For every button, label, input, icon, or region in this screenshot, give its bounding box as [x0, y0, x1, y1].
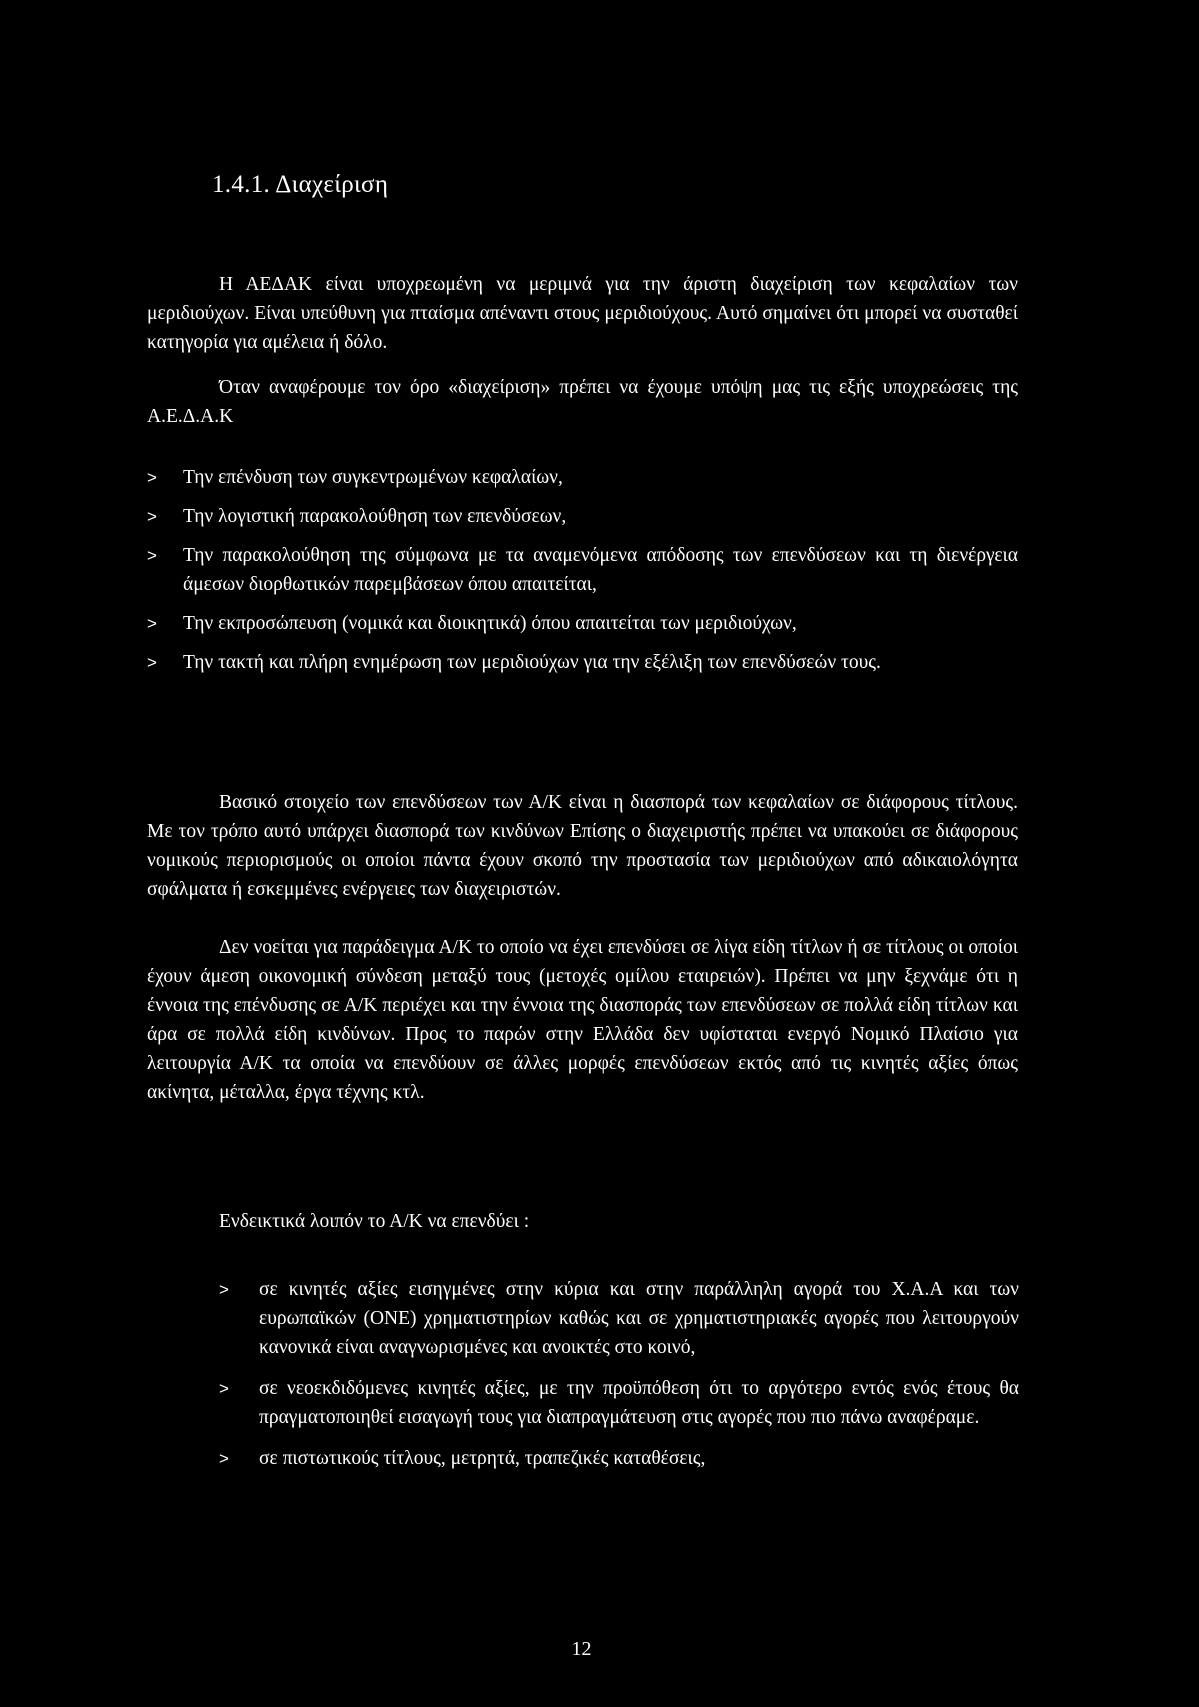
list-item — [147, 463, 1018, 492]
list-item-text: σε κινητές αξίες εισηγμένες στην κύρια και στην παράλληλη αγορά του Χ.Α.Α και των ευρωπαϊκών (ΟΝΕ) χρηματιστηρίων καθώς και σε χρηματιστηριακές αγορές που λειτουργούν κανονικά είναι αναγνωρισμένες και ανοικτές στο κοινό, — [259, 1279, 1019, 1358]
investments-list — [219, 1275, 1019, 1485]
list-item — [219, 1275, 1019, 1362]
page-number — [0, 1637, 1199, 1661]
list-item — [147, 609, 1018, 638]
bullet-marker: > — [219, 1449, 229, 1468]
list-item-text: Την τακτή και πλήρη ενημέρωση των μεριδιούχων για την εξέλιξη των επενδύσεών τους. — [183, 652, 881, 673]
list-item-text: Την εκπροσώπευση (νομικά και διοικητικά) όπου απαιτείται των μεριδιούχων, — [183, 613, 797, 634]
page-number-text: 12 — [571, 1638, 592, 1660]
list-item — [147, 541, 1018, 599]
list-item-text: Την επένδυση των συγκεντρωμένων κεφαλαίων, — [183, 467, 563, 488]
paragraph-example: Δεν νοείται για παράδειγμα Α/Κ το οποίο να έχει επενδύσει σε λίγα είδη τίτλων ή σε τίτλους οι οποίοι έχουν άμεση οικονομική σύνδεση μεταξύ τους (μετοχές ομίλου εταιρειών). Πρέπει να μην ξεχνάμε ότι η έννοια της επένδυσης σε Α/Κ περιέχει και την έννοια της διασποράς των επενδύσεων σε πολλά είδη τίτλων και άρα σε πολλά είδη κινδύνων. Προς το παρών στην Ελλάδα δεν υφίσταται ενεργό Νομικό Πλαίσιο για λειτουργία Α/Κ τα οποία να επενδύουν σε άλλες μορφές επενδύσεων εκτός από τις κινητές αξίες όπως ακίνητα, μέταλλα, έργα τέχνης κτλ. — [147, 937, 1018, 1103]
obligations-list — [147, 463, 1018, 687]
investments-intro: Ενδεικτικά λοιπόν το Α/Κ να επενδύει : — [219, 1211, 530, 1232]
bullet-marker: > — [147, 653, 157, 672]
bullet-marker: > — [219, 1280, 229, 1299]
bullet-marker: > — [147, 614, 157, 633]
list-item-text: Την λογιστική παρακολούθηση των επενδύσεων, — [183, 506, 567, 527]
bullet-marker: > — [147, 468, 157, 487]
bullet-marker: > — [219, 1379, 229, 1398]
paragraph-obligations-intro: Όταν αναφέρουμε τον όρο «διαχείριση» πρέπει να έχουμε υπόψη μας τις εξής υποχρεώσεις της Α.Ε.Δ.Α.Κ — [147, 377, 1018, 427]
section-heading: 1.4.1. Διαχείριση — [212, 171, 389, 198]
list-item — [147, 648, 1018, 677]
paragraph-management-duty: Η ΑΕΔΑΚ είναι υποχρεωμένη να μεριμνά για την άριστη διαχείριση των κεφαλαίων των μεριδιούχων. Είναι υπεύθυνη για πταίσμα απέναντι στους μεριδιούχους. Αυτό σημαίνει ότι μπορεί να συσταθεί κατηγορία για αμέλεια ή δόλο. — [147, 274, 1018, 353]
bullet-marker: > — [147, 507, 157, 526]
list-item — [219, 1444, 1019, 1473]
list-item — [219, 1374, 1019, 1432]
paragraph-diversification: Βασικό στοιχείο των επενδύσεων των Α/Κ είναι η διασπορά των κεφαλαίων σε διάφορους τίτλους. Με τον τρόπο αυτό υπάρχει διασπορά των κινδύνων Επίσης ο διαχειριστής πρέπει να υπακούει σε διάφορους νομικούς περιορισμούς οι οποίοι πάντα έχουν σκοπό την προστασία των μεριδιούχων από αδικαιολόγητα σφάλματα ή εσκεμμένες ενέργειες των διαχειριστών. — [147, 792, 1018, 900]
list-item-text: σε πιστωτικούς τίτλους, μετρητά, τραπεζικές καταθέσεις, — [259, 1448, 706, 1469]
bullet-marker: > — [147, 546, 157, 565]
list-item-text: σε νεοεκδιδόμενες κινητές αξίες, με την προϋπόθεση ότι το αργότερο εντός ενός έτους θα πραγματοποιηθεί εισαγωγή τους για διαπραγμάτευση στις αγορές που πιο πάνω αναφέραμε. — [259, 1378, 1019, 1428]
list-item — [147, 502, 1018, 531]
list-item-text: Την παρακολούθηση της σύμφωνα με τα αναμενόμενα απόδοσης των επενδύσεων και τη διενέργεια άμεσων διορθωτικών παρεμβάσεων όπου απαιτείται, — [183, 545, 1018, 595]
